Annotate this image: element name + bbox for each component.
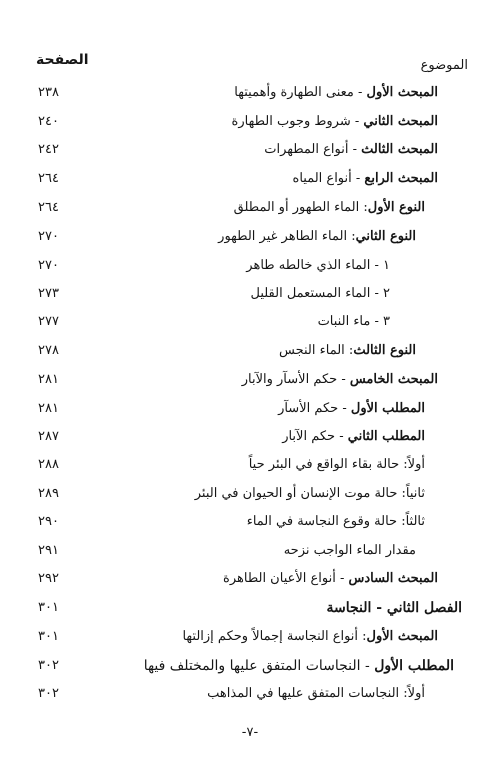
toc-entry-title: المطلب الأول - حكم الأسآر [278,401,425,416]
toc-entry-page: ٢٧٧ [38,314,59,329]
toc-entry [0,200,500,226]
toc-entry-title: المبحث الثالث - أنواع المطهرات [264,142,438,157]
page-column-header: الصفحة [36,52,89,68]
toc-entry [0,629,500,655]
toc-entry [0,543,500,569]
toc-entry-page: ٢٨١ [38,372,59,387]
toc-entry [0,429,500,455]
toc-entry-page: ٢٨٩ [38,486,59,501]
toc-entry-page: ٢٩٠ [38,514,59,529]
toc-entry-page: ٣٠٢ [38,658,59,673]
toc-entry-title: ٣ - ماء النبات [317,314,390,329]
toc-entry-title: ١ - الماء الذي خالطه طاهر [246,258,390,273]
toc-entry [0,229,500,255]
toc-entry [0,457,500,483]
toc-entry-title: المبحث السادس - أنواع الأعيان الطاهرة [223,571,438,586]
toc-entry-page: ٢٦٤ [38,200,59,215]
toc-entry-page: ٣٠٢ [38,686,59,701]
toc-entry-page: ٢٤٢ [38,142,59,157]
toc-entry [0,258,500,284]
toc-entry-page: ٣٠١ [38,600,59,615]
toc-entry-title: أولاً: النجاسات المتفق عليها في المذاهب [207,686,425,701]
toc-entry [0,372,500,398]
toc-entry [0,401,500,427]
toc-entry-title: ثالثاً: حالة وقوع النجاسة في الماء [246,514,425,529]
toc-entry-page: ٢٦٤ [38,171,59,186]
toc-entry-page: ٢٣٨ [38,85,59,100]
toc-entry-title: ٢ - الماء المستعمل القليل [250,286,390,301]
toc-entry [0,286,500,312]
toc-entry [0,171,500,197]
toc-entry-page: ٢٧٠ [38,258,59,273]
toc-entry-page: ٢٧٣ [38,286,59,301]
toc-entry-title: أولاً: حالة بقاء الواقع في البئر حياً [248,457,425,472]
toc-entry-page: ٣٠١ [38,629,59,644]
toc-entry [0,314,500,340]
toc-entry-title: المبحث الخامس - حكم الأسآر والآبار [241,372,438,387]
toc-entry [0,486,500,512]
toc-entry-title: المبحث الأول - معنى الطهارة وأهميتها [234,85,438,100]
toc-entry-page: ٢٨٨ [38,457,59,472]
toc-entry [0,600,500,626]
toc-entry-page: ٢٧٠ [38,229,59,244]
topic-column-header: الموضوع [420,58,468,73]
toc-entry-title: النوع الأول: الماء الطهور أو المطلق [233,200,425,215]
toc-entry-title: المبحث الأول: أنواع النجاسة إجمالاً وحكم إزالتها [182,629,438,644]
toc-entry-title: مقدار الماء الواجب نزحه [283,543,416,558]
toc-entry-page: ٢٩٢ [38,571,59,586]
toc-entry [0,343,500,369]
toc-entry [0,571,500,597]
toc-entry-title: المبحث الرابع - أنواع المياه [292,171,438,186]
toc-entry-title: ثانياً: حالة موت الإنسان أو الحيوان في البئر [194,486,425,501]
toc-entry [0,686,500,712]
toc-entry-page: ٢٤٠ [38,114,59,129]
toc-entry-title: النوع الثالث: الماء النجس [279,343,416,358]
toc-entry [0,514,500,540]
toc-entry-page: ٢٧٨ [38,343,59,358]
toc-entry-title: المبحث الثاني - شروط وجوب الطهارة [231,114,438,129]
toc-entry-page: ٢٨١ [38,401,59,416]
toc-entry-page: ٢٩١ [38,543,59,558]
toc-entry [0,658,500,684]
toc-entry [0,85,500,111]
toc-entry-page: ٢٨٧ [38,429,59,444]
toc-chapter-title: الفصل الثاني - النجاسة [326,600,462,616]
toc-entry-title: المطلب الثاني - حكم الآبار [282,429,425,444]
page-number: -٧- [241,725,259,740]
toc-entry [0,142,500,168]
toc-entry-title: النوع الثاني: الماء الطاهر غير الطهور [218,229,416,244]
toc-entry-title: المطلب الأول - النجاسات المتفق عليها والمختلف فيها [143,658,454,674]
toc-entry [0,114,500,140]
